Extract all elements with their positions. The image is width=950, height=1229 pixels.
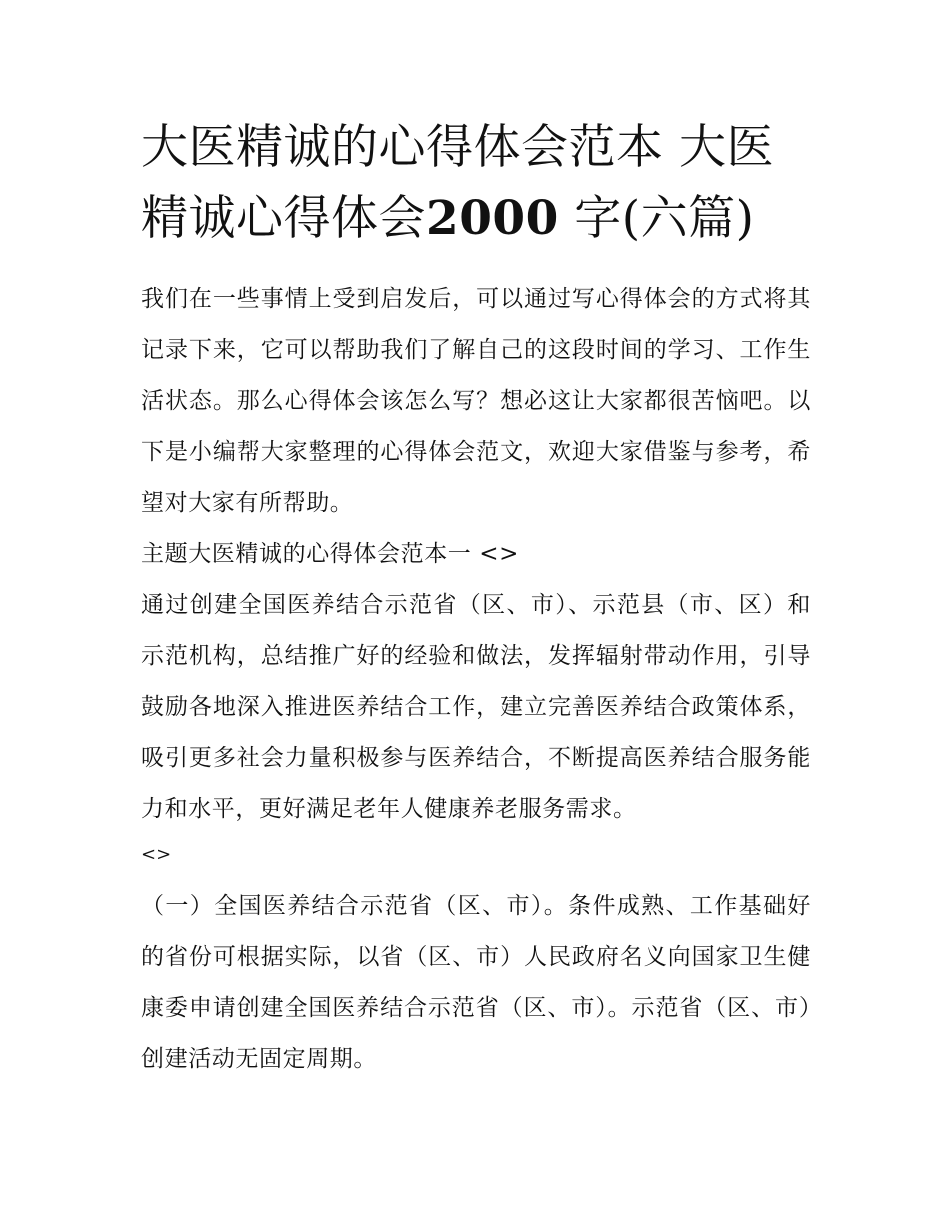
title-text-part2: 字(六篇) xyxy=(574,191,755,246)
document-body xyxy=(141,112,811,1085)
title-text-part1: 大医精诚的心得体会范本 大医精诚心得体会 xyxy=(141,120,774,246)
document-title xyxy=(141,112,811,254)
intro-paragraph: 我们在一些事情上受到启发后，可以通过写心得体会的方式将其记录下来，它可以帮助我们了解自己的这段时间的学习、工作生活状态。那么心得体会该怎么写？想必这让大家都很苦恼吧。以下是小编帮大家整理的心得体会范文，欢迎大家借鉴与参考，希望对大家有所帮助。 xyxy=(141,286,811,516)
placeholder-marker: <> xyxy=(141,844,172,865)
title-number: 2000 xyxy=(426,191,559,246)
section-heading: 主题大医精诚的心得体会范本一 <> xyxy=(141,541,520,567)
body-paragraph-2: （一）全国医养结合示范省（区、市）。条件成熟、工作基础好的省份可根据实际，以省（区、市）人民政府名义向国家卫生健康委申请创建全国医养结合示范省（区、市）。示范省（区、市）创建活动无固定周期。 xyxy=(141,893,811,1072)
body-paragraph-1: 通过创建全国医养结合示范省（区、市）、示范县（市、区）和示范机构，总结推广好的经验和做法，发挥辐射带动作用，引导鼓励各地深入推进医养结合工作，建立完善医养结合政策体系，吸引更多社会力量积极参与医养结合，不断提高医养结合服务能力和水平，更好满足老年人健康养老服务需求。 xyxy=(141,592,811,822)
